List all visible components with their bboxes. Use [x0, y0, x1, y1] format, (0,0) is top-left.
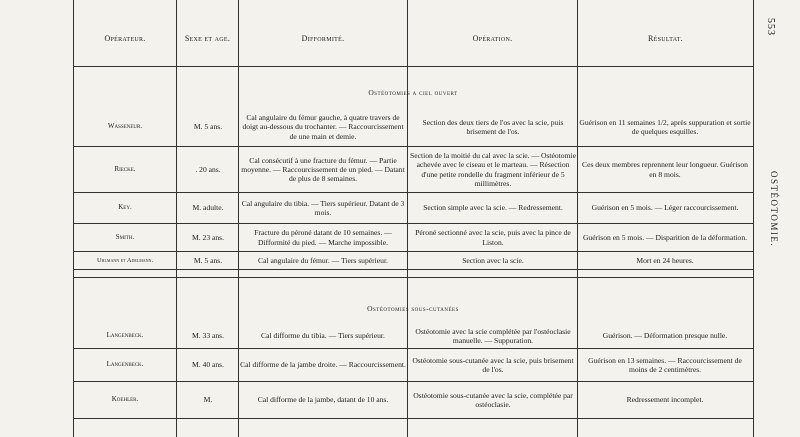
table-cell-operateur [74, 324, 176, 348]
resultat-text: Guérison en 5 mois. — Léger raccourcissement. [591, 203, 739, 213]
operation-text: Ostéotomie sous-cutanée avec la scie, complétée par ostéoclasie. [413, 390, 573, 409]
table-cell-operation [409, 324, 577, 348]
operateur-text: Koehler. [111, 395, 139, 404]
table-cell-operateur [74, 382, 176, 418]
table-cell-operateur [74, 108, 176, 146]
table-cell-operation [409, 382, 577, 418]
table-cell-sexe-age [178, 252, 238, 269]
sexe-age-text: M. adulte. [192, 203, 224, 213]
operateur-text: Key. [118, 203, 132, 212]
table-cell-operateur [74, 193, 176, 223]
operateur-text: Smith. [115, 232, 135, 241]
header-sexe-age: Sexe et age. [184, 34, 231, 43]
resultat-text: Mort en 24 heures. [636, 255, 694, 265]
resultat-text: Guérison en 13 semaines. — Raccourcissement de moins de 2 centimètres. [588, 355, 742, 374]
operateur-text: Langenbeck. [106, 360, 144, 369]
header-operateur: Opérateur. [104, 34, 146, 43]
table-cell-resultat [579, 224, 751, 251]
table-cell-operation [409, 108, 577, 146]
table-cell-resultat [579, 147, 751, 192]
table-cell-difformite [240, 349, 406, 381]
table-cell-sexe-age [178, 108, 238, 146]
sexe-age-text: M. 5 ans. [193, 255, 223, 265]
difformite-text: Cal difforme du tibia. — Tiers supérieur. [261, 331, 385, 341]
resultat-text: Ces deux membres reprennent leur longueur. Guérison en 8 mois. [582, 160, 748, 179]
row-rule [73, 418, 753, 419]
operateur-text: Langenbeck. [106, 331, 144, 340]
operateur-text: Riecke. [114, 164, 136, 173]
table-cell-resultat [579, 382, 751, 418]
table-cell-sexe-age [178, 224, 238, 251]
resultat-text: Guérison. — Déformation presque nulle. [602, 331, 728, 341]
resultat-text: Redressement incomplet. [626, 395, 704, 405]
sexe-age-text: M. [203, 395, 213, 405]
table-cell-operation [409, 252, 577, 269]
table-cell-difformite [240, 147, 406, 192]
table-cell-resultat [579, 252, 751, 269]
table-cell-difformite [240, 324, 406, 348]
resultat-text: Guérison en 11 semaines 1/2, après suppuration et sortie de quelques esquilles. [579, 117, 751, 136]
table-cell-resultat [579, 349, 751, 381]
sexe-age-text: M. 40 ans. [191, 360, 225, 370]
operation-text: Section simple avec la scie. — Redressement. [423, 203, 563, 213]
difformite-text: Cal angulaire du fémur gauche, à quatre travers de doigt au-dessous du trochanter. — Raccourcissement de une main et demie. [242, 113, 404, 141]
row-rule [73, 269, 753, 270]
table-cell-resultat [579, 324, 751, 348]
operation-text: Ostéotomie avec la scie complétée par l'ostéoclasie manuelle. — Suppuration. [415, 326, 571, 345]
table-cell-operation [409, 224, 577, 251]
difformite-text: Fracture du péroné datant de 10 semaines. — Difformité du pied. — Marche impossible. [254, 228, 392, 247]
operation-text: Péroné sectionné avec la scie, puis avec la pince de Liston. [415, 228, 571, 247]
sexe-age-text: M. 23 ans. [191, 232, 225, 242]
table-cell-sexe-age [178, 147, 238, 192]
table-cell-difformite [240, 193, 406, 223]
table-cell-operateur [74, 252, 176, 269]
table-cell-difformite [240, 382, 406, 418]
operation-text: Ostéotomie sous-cutanée avec la scie, puis brisement de l'os. [412, 355, 574, 374]
operateur-text: Wasseneur. [107, 122, 143, 131]
table-cell-resultat [579, 108, 751, 146]
operation-text: Section avec la scie. [462, 255, 524, 265]
table-cell-operateur [74, 224, 176, 251]
table-cell-operateur [74, 147, 176, 192]
table-cell-operation [409, 147, 577, 192]
table-cell-sexe-age [178, 349, 238, 381]
table-cell-sexe-age [178, 382, 238, 418]
table-cell-operation [409, 193, 577, 223]
sexe-age-text: . 20 ans. [195, 164, 221, 174]
header-resultat: Résultat. [647, 34, 683, 43]
header-difformite: Difformité. [301, 34, 345, 43]
sexe-age-text: M. 33 ans. [191, 331, 225, 341]
table-cell-sexe-age [178, 324, 238, 348]
table-cell-sexe-age [178, 193, 238, 223]
operation-text: Section des deux tiers de l'os avec la scie, puis brisement de l'os. [422, 117, 564, 136]
table-cell-operation [409, 349, 577, 381]
operation-text: Section de la moitié du cal avec la scie. — Ostéotomie achevée avec le ciseau et le marteau. — Résection d'une petite rondelle du fragment inférieur de 5 millimètres. [410, 150, 576, 188]
table-cell-difformite [240, 252, 406, 269]
table-cell-difformite [240, 224, 406, 251]
table-right-border [753, 0, 754, 437]
difformite-text: Cal angulaire du tibia. — Tiers supérieur. Datant de 3 mois. [241, 198, 405, 217]
table-cell-difformite [240, 108, 406, 146]
header-rule [73, 66, 753, 67]
section-heading-sous-cutanees: Ostéotomies sous-cutanées [367, 304, 459, 313]
table-cell-operateur [74, 349, 176, 381]
section-rule [73, 277, 753, 278]
running-head: OSTÉOTOMIE. [769, 171, 779, 248]
header-operation: Opération. [472, 34, 513, 43]
difformite-text: Cal angulaire du fémur. — Tiers supérieur. [258, 255, 388, 265]
page-number: 553 [765, 18, 776, 36]
difformite-text: Cal difforme de la jambe, datant de 10 ans. [257, 395, 389, 405]
resultat-text: Guérison en 5 mois. — Disparition de la déformation. [582, 232, 748, 242]
difformite-text: Cal difforme de la jambe droite. — Raccourcissement. [240, 360, 406, 370]
section-heading-ciel-ouvert: Ostéotomies a ciel ouvert [368, 88, 458, 97]
table-cell-resultat [579, 193, 751, 223]
operateur-text: Uhlmann et Adelmann. [96, 256, 154, 264]
difformite-text: Cal consécutif à une fracture du fémur. — Partie moyenne. — Raccourcissement de un pied. — Datant de plus de 8 semaines. [241, 155, 405, 184]
sexe-age-text: M. 5 ans. [193, 122, 223, 132]
